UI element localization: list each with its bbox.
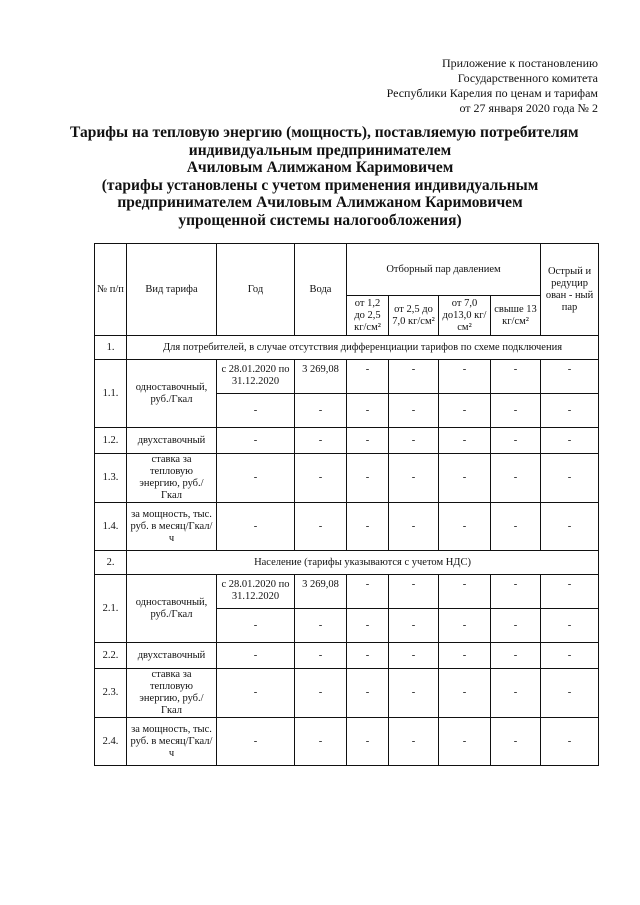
header-steam-3 (439, 296, 491, 336)
water-value: 3 269,08 (295, 575, 347, 609)
dash-cell: - (439, 643, 491, 669)
dash-cell: - (491, 609, 541, 643)
dash-cell: - (347, 643, 389, 669)
tariff-type: одноставочный, руб./Гкал (127, 360, 217, 428)
tariff-type: за мощность, тыс. руб. в месяц/Гкал/ч (127, 503, 217, 551)
header-steam-2 (389, 296, 439, 336)
title-line: Тарифы на тепловую энергию (мощность), поставляемую потребителям (70, 124, 579, 141)
dash-cell: - (389, 394, 439, 428)
dash-cell: - (217, 718, 295, 766)
row-number: 2.2. (95, 643, 127, 669)
header-year: Год (217, 244, 295, 336)
section-title: Для потребителей, в случае отсутствия дифференциации тарифов по схеме подключения (127, 336, 599, 360)
dash-cell: - (347, 669, 389, 718)
annex-line: Государственного комитета (457, 71, 598, 85)
tariff-type: за мощность, тыс. руб. в месяц/Гкал/ч (127, 718, 217, 766)
dash-cell: - (491, 575, 541, 609)
header-water: Вода (295, 244, 347, 336)
tariff-type: ставка за тепловую энергию, руб./Гкал (127, 454, 217, 503)
row-number: 2.4. (95, 718, 127, 766)
header-steam-1 (347, 296, 389, 336)
dash-cell: - (295, 643, 347, 669)
row-number: 2.3. (95, 669, 127, 718)
row-number: 1.3. (95, 454, 127, 503)
dash-cell: - (295, 503, 347, 551)
dash-cell: - (347, 718, 389, 766)
table-row (95, 669, 599, 718)
header-tariff-type: Вид тарифа (127, 244, 217, 336)
header-sharp-steam: Острый и редуцир ован - ный пар (541, 244, 599, 336)
dash-cell: - (541, 503, 599, 551)
table-row (95, 643, 599, 669)
dash-cell: - (389, 428, 439, 454)
dash-cell: - (439, 394, 491, 428)
tariff-period: с 28.01.2020 по 31.12.2020 (217, 360, 295, 394)
title-line: Ачиловым Алимжаном Каримовичем (186, 159, 454, 176)
dash-cell: - (389, 454, 439, 503)
section-title: Население (тарифы указываются с учетом НДС) (127, 551, 599, 575)
dash-cell: - (491, 643, 541, 669)
dash-cell: - (389, 575, 439, 609)
section-row (95, 551, 599, 575)
dash-cell: - (217, 503, 295, 551)
dash-cell: - (439, 360, 491, 394)
dash-cell: - (347, 575, 389, 609)
dash-cell: - (347, 360, 389, 394)
dash-cell: - (389, 609, 439, 643)
dash-cell: - (295, 454, 347, 503)
row-number: 1.4. (95, 503, 127, 551)
tariff-type: двухставочный (127, 428, 217, 454)
header-steam-2-text: от 2,5 до 7,0 кг/см² (392, 303, 435, 327)
title-line: предпринимателем Ачиловым Алимжаном Каримовичем (117, 194, 523, 211)
header-steam-4 (491, 296, 541, 336)
title-line: индивидуальным предпринимателем (188, 141, 452, 159)
row-number: 2.1. (95, 575, 127, 643)
dash-cell: - (439, 428, 491, 454)
dash-cell: - (217, 609, 295, 643)
dash-cell: - (217, 669, 295, 718)
row-number: 1.1. (95, 360, 127, 428)
section-number: 2. (95, 551, 127, 575)
tariff-type: ставка за тепловую энергию, руб./Гкал (127, 669, 217, 718)
dash-cell: - (295, 669, 347, 718)
dash-cell: - (491, 360, 541, 394)
dash-cell: - (347, 454, 389, 503)
dash-cell: - (389, 643, 439, 669)
dash-cell: - (389, 718, 439, 766)
dash-cell: - (295, 394, 347, 428)
dash-cell: - (295, 428, 347, 454)
row-number: 1.2. (95, 428, 127, 454)
dash-cell: - (439, 454, 491, 503)
dash-cell: - (439, 575, 491, 609)
header-steam-3-text: от 7,0 до13,0 кг/см² (442, 297, 487, 333)
annex-line: от 27 января 2020 года № 2 (459, 101, 598, 115)
dash-cell: - (439, 718, 491, 766)
dash-cell: - (541, 360, 599, 394)
dash-cell: - (295, 609, 347, 643)
tariff-period: с 28.01.2020 по 31.12.2020 (217, 575, 295, 609)
dash-cell: - (541, 428, 599, 454)
header-num: № п/п (95, 244, 127, 336)
dash-cell: - (217, 428, 295, 454)
section-number: 1. (95, 336, 127, 360)
annex-line: Республики Карелия по ценам и тарифам (386, 86, 598, 100)
dash-cell: - (347, 503, 389, 551)
table-row (95, 454, 599, 503)
dash-cell: - (347, 609, 389, 643)
dash-cell: - (439, 669, 491, 718)
table-row (95, 503, 599, 551)
header-steam-1-text: от 1,2 до 2,5 кг/см² (354, 297, 381, 333)
table-row (95, 360, 599, 394)
annex-note (387, 56, 598, 116)
dash-cell: - (491, 394, 541, 428)
dash-cell: - (389, 503, 439, 551)
title-line: упрощенной системы налогообложения) (178, 211, 462, 229)
dash-cell: - (389, 360, 439, 394)
annex-line: Приложение к постановлению (441, 56, 598, 70)
table-row (95, 575, 599, 609)
table-row (95, 428, 599, 454)
dash-cell: - (541, 669, 599, 718)
tariff-type: одноставочный, руб./Гкал (127, 575, 217, 643)
dash-cell: - (541, 575, 599, 609)
document-title (70, 124, 579, 229)
header-steam-group: Отборный пар давлением (347, 244, 541, 296)
section-row (95, 336, 599, 360)
dash-cell: - (541, 718, 599, 766)
dash-cell: - (389, 669, 439, 718)
dash-cell: - (541, 643, 599, 669)
dash-cell: - (347, 428, 389, 454)
dash-cell: - (347, 394, 389, 428)
title-line: (тарифы установлены с учетом применения индивидуальным (101, 176, 539, 194)
header-steam-4-text: свыше 13 кг/см² (494, 303, 537, 327)
dash-cell: - (491, 718, 541, 766)
dash-cell: - (541, 394, 599, 428)
dash-cell: - (491, 503, 541, 551)
dash-cell: - (491, 669, 541, 718)
dash-cell: - (439, 609, 491, 643)
dash-cell: - (217, 394, 295, 428)
dash-cell: - (295, 718, 347, 766)
dash-cell: - (491, 454, 541, 503)
water-value: 3 269,08 (295, 360, 347, 394)
dash-cell: - (217, 454, 295, 503)
dash-cell: - (541, 454, 599, 503)
tariff-type: двухставочный (127, 643, 217, 669)
dash-cell: - (541, 609, 599, 643)
table-row (95, 718, 599, 766)
dash-cell: - (439, 503, 491, 551)
tariff-table (94, 243, 599, 766)
dash-cell: - (491, 428, 541, 454)
dash-cell: - (217, 643, 295, 669)
